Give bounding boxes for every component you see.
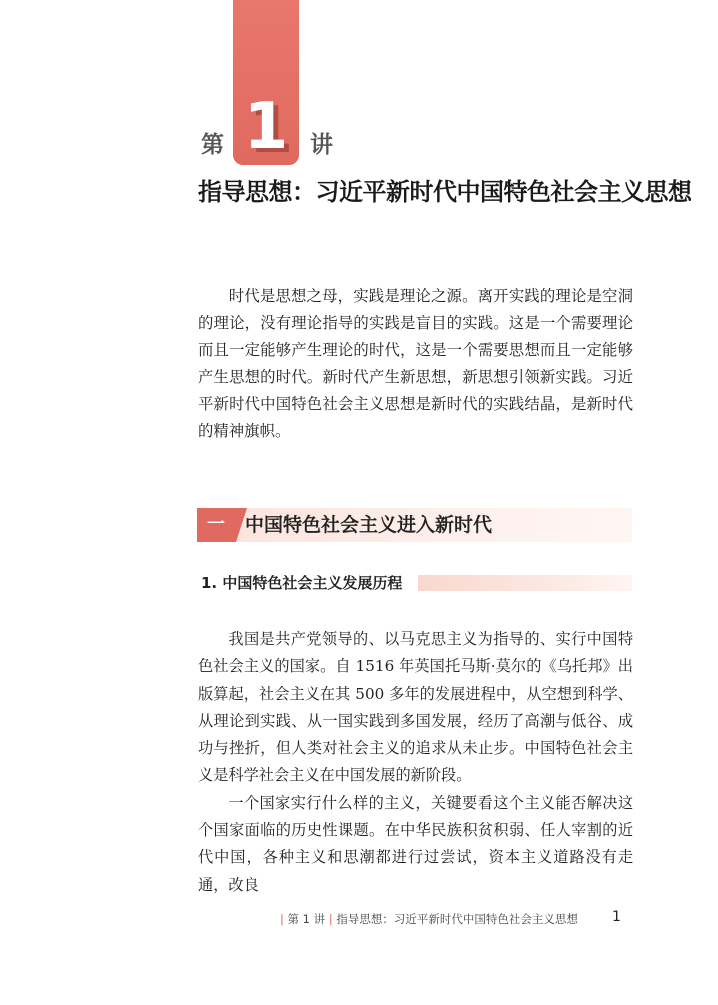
footer-divider: | xyxy=(280,912,284,926)
footer-chapter-label: 第 1 讲 xyxy=(287,912,326,926)
section-title: 中国特色社会主义进入新时代 xyxy=(245,514,493,536)
body-paragraph: 我国是共产党领导的、以马克思主义为指导的、实行中国特色社会主义的国家。自 1516 年英国托马斯·莫尔的《乌托邦》出版算起，社会主义在其 500 多年的发展进程中，从空想到科学、从理论到实践、从一国实践到多国发展，经历了高潮与低谷、成功与挫折，但人类对社会主义的追求从未止步。中国特色社会主义是科学社会主义在中国发展的新阶段。 xyxy=(198,630,633,785)
subsection-title: 1. 中国特色社会主义发展历程 xyxy=(201,574,403,592)
body-paragraph: 一个国家实行什么样的主义，关键要看这个主义能否解决这个国家面临的历史性课题。在中华民族积贫积弱、任人宰割的近代中国，各种主义和思潮都进行过尝试，资本主义道路没有走通，改良 xyxy=(198,793,633,894)
page-number: 1 xyxy=(612,909,621,925)
running-footer xyxy=(280,911,630,927)
body-text xyxy=(198,626,633,899)
footer-running-title: 指导思想：习近平新时代中国特色社会主义思想 xyxy=(336,912,578,926)
chapter-suffix: 讲 xyxy=(310,132,333,158)
chapter-prefix: 第 xyxy=(201,132,224,158)
subsection-heading-bar xyxy=(418,575,632,591)
chapter-title: 指导思想：习近平新时代中国特色社会主义思想 xyxy=(198,178,692,206)
footer-divider: | xyxy=(328,912,333,926)
chapter-number: 1 xyxy=(243,90,289,164)
section-number: 一 xyxy=(207,514,225,535)
intro-paragraph: 时代是思想之母，实践是理论之源。离开实践的理论是空洞的理论，没有理论指导的实践是盲目的实践。这是一个需要理论而且一定能够产生理论的时代，这是一个需要思想而且一定能够产生思想的时代。新时代产生新思想，新思想引领新实践。习近平新时代中国特色社会主义思想是新时代的实践结晶，是新时代的精神旗帜。 xyxy=(198,287,633,440)
